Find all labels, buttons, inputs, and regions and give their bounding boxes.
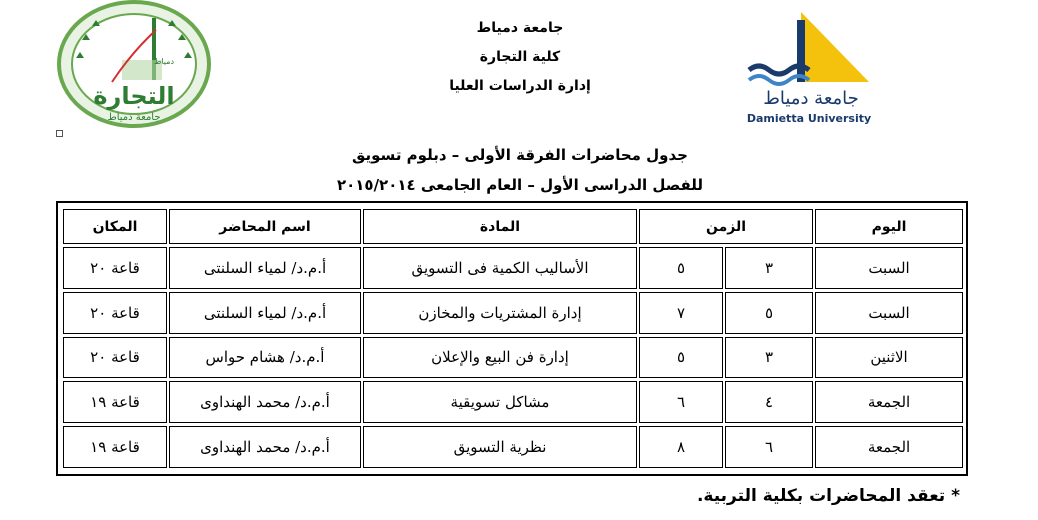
table-row — [63, 426, 963, 468]
cell-time-from: ٦ — [725, 426, 813, 468]
cell-lecturer: أ.م.د/ محمد الهنداوى — [169, 381, 361, 423]
table-row — [63, 381, 963, 423]
cell-lecturer: أ.م.د/ هشام حواس — [169, 337, 361, 379]
logo-faculty-text: التجارة — [93, 82, 175, 110]
faculty-name: كلية التجارة — [479, 49, 561, 65]
cell-time-from: ٥ — [725, 292, 813, 334]
small-square-marker — [56, 130, 63, 137]
footnote: * تعقد المحاضرات بكلية التربية. — [696, 486, 960, 506]
cell-place: قاعة ٢٠ — [63, 292, 167, 334]
table-row — [63, 337, 963, 379]
cell-day: الاثنين — [815, 337, 963, 379]
logo-arabic-name: جامعة دمياط — [763, 88, 859, 109]
logo-english-name: Damietta University — [746, 112, 872, 125]
schedule-subtitle: للفصل الدراسى الأول – العام الجامعى ٢٠١٥/٢٠١٤ — [336, 176, 704, 194]
cell-subject: مشاكل تسويقية — [363, 381, 637, 423]
table-header-row — [63, 209, 963, 244]
cell-lecturer: أ.م.د/ محمد الهنداوى — [169, 426, 361, 468]
university-name: جامعة دمياط — [476, 20, 564, 36]
cell-time-to: ٥ — [639, 247, 723, 289]
cell-lecturer: أ.م.د/ لمياء السلنتى — [169, 292, 361, 334]
cell-subject: الأساليب الكمية فى التسويق — [363, 247, 637, 289]
cell-day: السبت — [815, 247, 963, 289]
faculty-logo — [52, 0, 212, 130]
header-place: المكان — [63, 209, 167, 244]
schedule-titles — [250, 140, 790, 200]
table-row — [63, 247, 963, 289]
cell-time-to: ٨ — [639, 426, 723, 468]
cell-day: السبت — [815, 292, 963, 334]
cell-subject: إدارة فن البيع والإعلان — [363, 337, 637, 379]
department-name: إدارة الدراسات العليا — [449, 78, 591, 94]
cell-lecturer: أ.م.د/ لمياء السلنتى — [169, 247, 361, 289]
cell-place: قاعة ٢٠ — [63, 247, 167, 289]
table-row — [63, 292, 963, 334]
cell-place: قاعة ١٩ — [63, 381, 167, 423]
university-logo — [745, 10, 875, 128]
header-time: الزمن — [639, 209, 813, 244]
header — [360, 14, 680, 101]
cell-subject: إدارة المشتريات والمخازن — [363, 292, 637, 334]
logo-ring-text: جامعة دمياط — [107, 112, 161, 123]
header-subject: المادة — [363, 209, 637, 244]
cell-time-from: ٣ — [725, 247, 813, 289]
schedule-title: جدول محاضرات الفرقة الأولى – دبلوم تسويق — [352, 146, 688, 164]
cell-time-to: ٥ — [639, 337, 723, 379]
header-lecturer: اسم المحاضر — [169, 209, 361, 244]
logo-top-text: دمياط — [153, 57, 175, 66]
cell-place: قاعة ١٩ — [63, 426, 167, 468]
cell-time-to: ٧ — [639, 292, 723, 334]
cell-time-to: ٦ — [639, 381, 723, 423]
header-day: اليوم — [815, 209, 963, 244]
cell-place: قاعة ٢٠ — [63, 337, 167, 379]
cell-subject: نظرية التسويق — [363, 426, 637, 468]
schedule-table-frame — [56, 201, 968, 476]
schedule-table — [61, 206, 965, 471]
cell-time-from: ٤ — [725, 381, 813, 423]
cell-day: الجمعة — [815, 426, 963, 468]
cell-day: الجمعة — [815, 381, 963, 423]
cell-time-from: ٣ — [725, 337, 813, 379]
